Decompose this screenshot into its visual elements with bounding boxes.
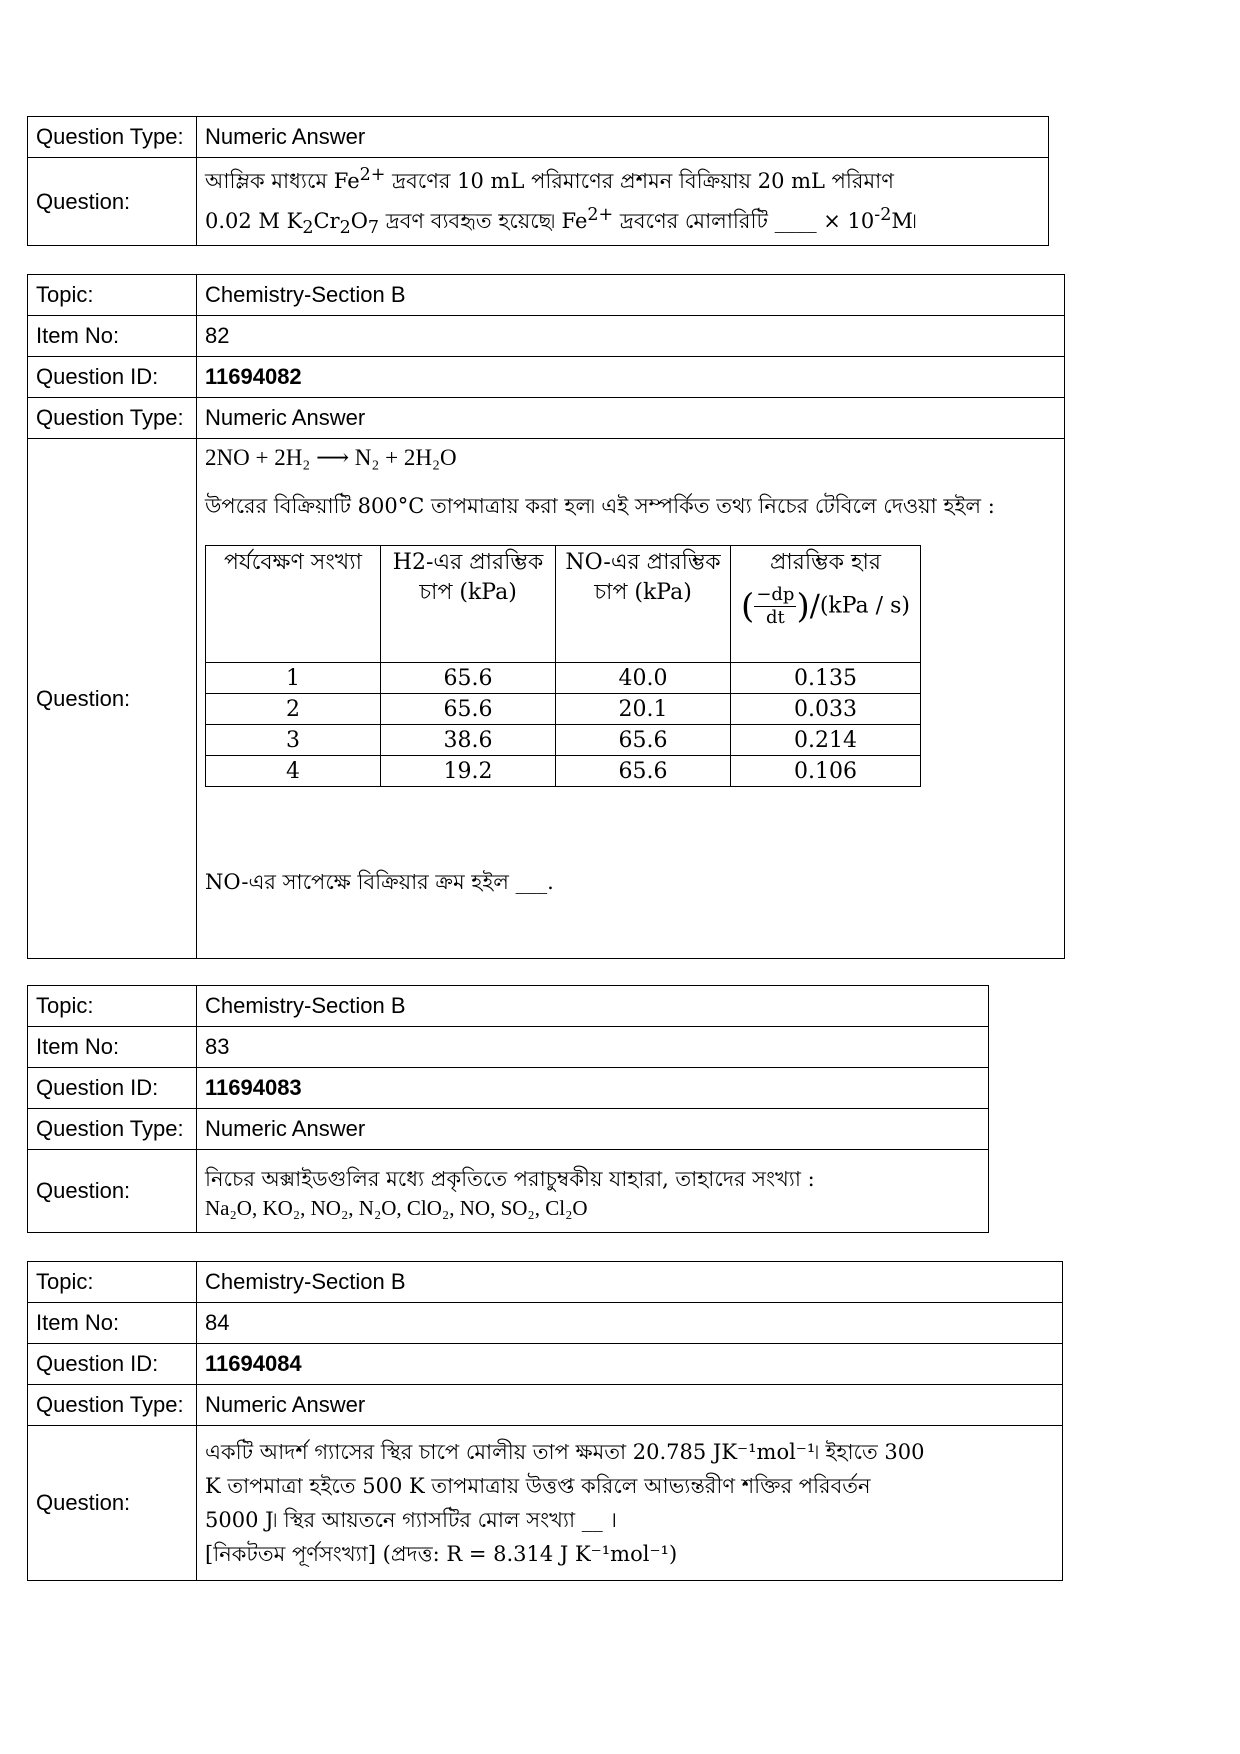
question-text: একটি আদর্শ গ্যাসের স্থির চাপে মোলীয় তাপ ক্ষমতা 20.785 JK⁻¹mol⁻¹৷ ইহাতে 300 K তাপমাত্রা হইতে 500 K তাপমাত্রায় উত্তপ্ত করিলে আভ্যন্তরীণ শক্তির পরিবর্তন 5000 J৷ স্থির আয়তনে গ্যাসটির মোল সংখ্যা __ । [নিকটতম পূর্ণসংখ্যা] (প্রদত্ত: R = 8.314 J K⁻¹mol⁻¹) [197, 1426, 1063, 1581]
question-type-label: Question Type: [28, 117, 197, 158]
table-cell: 65.6 [556, 725, 731, 756]
question-label: Question: [28, 439, 197, 959]
question-type-value: Numeric Answer [197, 117, 1049, 158]
table-cell: 0.033 [731, 694, 921, 725]
table-cell: 19.2 [381, 756, 556, 787]
table-row [206, 694, 921, 725]
header-no-pressure: NO-এর প্রারম্ভিক চাপ (kPa) [556, 546, 731, 663]
table-cell: 3 [206, 725, 381, 756]
item-no-label: Item No: [28, 316, 197, 357]
question-footer: NO-এর সাপেক্ষে বিক্রিয়ার ক্রম হইল ___. [205, 870, 554, 894]
question-block-81 [27, 116, 1049, 246]
table-cell: 65.6 [381, 694, 556, 725]
question-type-label: Question Type: [28, 398, 197, 439]
table-cell: 0.214 [731, 725, 921, 756]
table-cell: 40.0 [556, 663, 731, 694]
question-id-label: Question ID: [28, 1068, 197, 1109]
item-no-label: Item No: [28, 1303, 197, 1344]
table-cell: 38.6 [381, 725, 556, 756]
topic-value: Chemistry-Section B [197, 986, 989, 1027]
topic-value: Chemistry-Section B [197, 1262, 1063, 1303]
question-id-label: Question ID: [28, 357, 197, 398]
question-type-label: Question Type: [28, 1385, 197, 1426]
data-table [205, 545, 921, 787]
item-no-value: 84 [197, 1303, 1063, 1344]
header-observation: পর্যবেক্ষণ সংখ্যা [206, 546, 381, 663]
topic-label: Topic: [28, 986, 197, 1027]
question-block-83 [27, 985, 989, 1233]
table-cell: 65.6 [556, 756, 731, 787]
question-text [197, 439, 1065, 959]
item-no-label: Item No: [28, 1027, 197, 1068]
table-cell: 0.135 [731, 663, 921, 694]
table-cell: 4 [206, 756, 381, 787]
item-no-value: 82 [197, 316, 1065, 357]
question-id-value: 11694082 [197, 357, 1065, 398]
question-type-value: Numeric Answer [197, 1385, 1063, 1426]
table-cell: 65.6 [381, 663, 556, 694]
question-type-value: Numeric Answer [197, 398, 1065, 439]
table-cell: 1 [206, 663, 381, 694]
table-row [206, 663, 921, 694]
question-intro: উপরের বিক্রিয়াটি 800°C তাপমাত্রায় করা হল৷ এই সম্পর্কিত তথ্য নিচের টেবিলে দেওয়া হইল : [205, 494, 995, 518]
question-id-value: 11694084 [197, 1344, 1063, 1385]
topic-label: Topic: [28, 1262, 197, 1303]
table-row [206, 725, 921, 756]
reaction-equation: 2NO + 2H₂ ⟶ N₂ + 2H₂O [205, 445, 457, 470]
question-label: Question: [28, 1426, 197, 1581]
table-cell: 20.1 [556, 694, 731, 725]
topic-label: Topic: [28, 275, 197, 316]
question-label: Question: [28, 158, 197, 246]
topic-value: Chemistry-Section B [197, 275, 1065, 316]
question-text: আম্লিক মাধ্যমে $Fe^{2+}$ দ্রবণের 10 mL পরিমাণের প্রশমন বিক্রিয়ায় 20 mL পরিমাণ 0.02 M $K_2Cr_2O_7$ দ্রবণ ব্যবহৃত হয়েছে৷ $Fe^{2+}$ দ্রবণের মোলারিটি ____ × $10^{-2}M৷$ [197, 158, 1049, 246]
question-text: নিচের অক্সাইডগুলির মধ্যে প্রকৃতিতে পরাচুম্বকীয় যাহারা, তাহাদের সংখ্যা : Na₂O, KO₂, NO₂, N₂O, ClO₂, NO, SO₂, Cl₂O [197, 1150, 989, 1233]
question-id-label: Question ID: [28, 1344, 197, 1385]
table-row [206, 756, 921, 787]
header-initial-rate: প্রারম্ভিক হার ( $\frac{-dp}{dt})/(kPa / s)$ [731, 546, 921, 663]
question-type-value: Numeric Answer [197, 1109, 989, 1150]
table-cell: 2 [206, 694, 381, 725]
header-h2-pressure: H2-এর প্রারম্ভিক চাপ (kPa) [381, 546, 556, 663]
item-no-value: 83 [197, 1027, 989, 1068]
question-block-82 [27, 274, 1065, 959]
question-type-label: Question Type: [28, 1109, 197, 1150]
rate-fraction: $\frac{-dp}{dt}$ [756, 584, 795, 628]
question-label: Question: [28, 1150, 197, 1233]
question-block-84 [27, 1261, 1063, 1581]
table-cell: 0.106 [731, 756, 921, 787]
question-id-value: 11694083 [197, 1068, 989, 1109]
